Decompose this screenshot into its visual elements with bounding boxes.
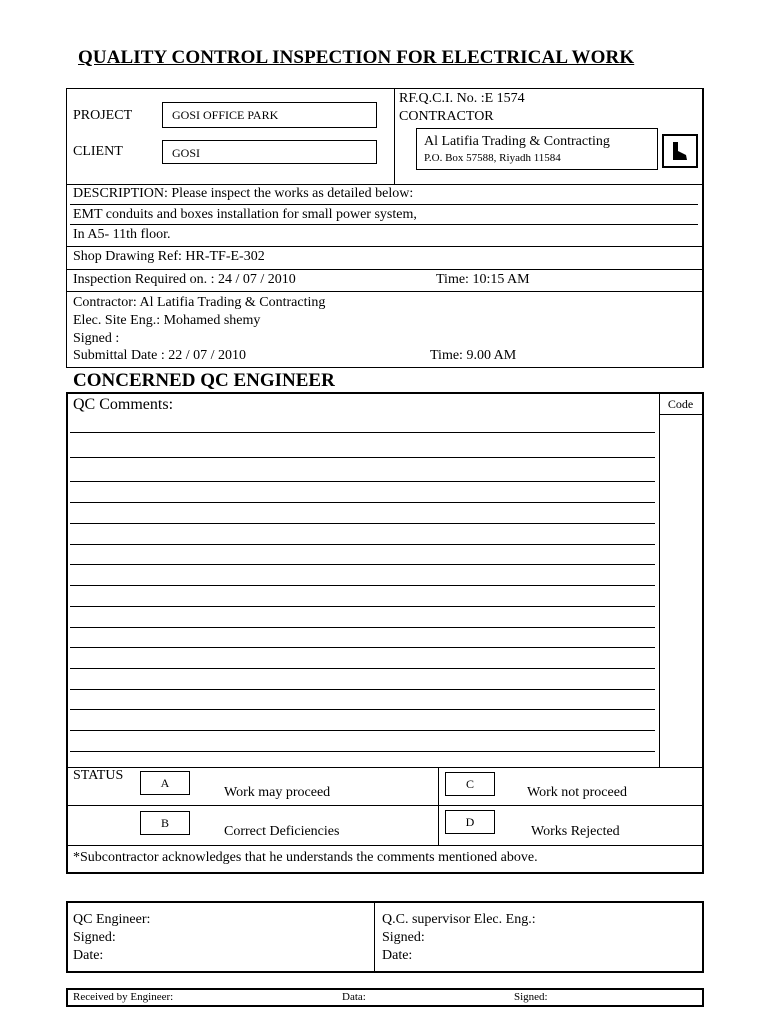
client-label: CLIENT (73, 144, 123, 159)
comment-line[interactable] (70, 647, 655, 648)
supervisor-signed: Signed: (382, 930, 425, 945)
description-line (70, 224, 698, 225)
code-column-divider (659, 392, 660, 767)
page-title: QUALITY CONTROL INSPECTION FOR ELECTRICAL WORK (78, 47, 635, 68)
status-checkbox-c[interactable]: C (445, 772, 495, 796)
status-option-b-text: Correct Deficiencies (224, 824, 340, 839)
status-option-a-text: Work may proceed (224, 785, 331, 800)
company-logo (662, 134, 698, 168)
qc-comments-label: QC Comments: (73, 396, 174, 413)
supervisor-date: Date: (382, 948, 413, 963)
shop-drawing-ref: Shop Drawing Ref: HR-TF-E-302 (73, 249, 265, 264)
inspection-time: Time: 10:15 AM (436, 272, 530, 287)
comment-line[interactable] (70, 523, 655, 524)
qc-engineer-date: Date: (73, 948, 104, 963)
comment-line[interactable] (70, 457, 655, 458)
status-label: STATUS (73, 768, 124, 783)
submittal-time: Time: 9.00 AM (430, 348, 517, 363)
description-line2: In A5- 11th floor. (73, 227, 171, 242)
project-label: PROJECT (73, 108, 133, 123)
comment-line[interactable] (70, 564, 655, 565)
ref-number: RF.Q.C.I. No. :E 1574 (399, 91, 525, 106)
comment-line[interactable] (70, 481, 655, 482)
comment-line[interactable] (70, 751, 655, 752)
submittal-date: Submittal Date : 22 / 07 / 2010 (73, 348, 247, 363)
row-divider (66, 291, 704, 292)
status-middle-divider (438, 767, 439, 845)
header-divider (394, 88, 395, 185)
site-engineer: Elec. Site Eng.: Mohamed shemy (73, 313, 261, 328)
row-divider (66, 246, 704, 247)
footer-data-label: Data: (342, 991, 366, 1003)
status-bottom-divider (66, 845, 704, 846)
status-checkbox-a[interactable]: A (140, 771, 190, 795)
contractor-name: Al Latifia Trading & Contracting (424, 134, 610, 149)
comment-line[interactable] (70, 544, 655, 545)
status-checkbox-d[interactable]: D (445, 810, 495, 834)
status-row-divider (66, 805, 704, 806)
comment-line[interactable] (70, 689, 655, 690)
qc-comments-section (66, 392, 704, 874)
inspection-required: Inspection Required on. : 24 / 07 / 2010 (73, 272, 296, 287)
client-field[interactable]: GOSI (162, 140, 377, 164)
comment-line[interactable] (70, 432, 655, 433)
description-label: DESCRIPTION: Please inspect the works as detailed below: (73, 186, 414, 201)
qc-heading: CONCERNED QC ENGINEER (73, 370, 335, 391)
acknowledgement-text: *Subcontractor acknowledges that he understands the comments mentioned above. (73, 850, 538, 865)
comment-line[interactable] (70, 668, 655, 669)
signatures-divider (374, 901, 375, 973)
footer-signed-label: Signed: (514, 991, 548, 1003)
comment-line[interactable] (70, 730, 655, 731)
description-line1: EMT conduits and boxes installation for small power system, (73, 207, 417, 222)
status-option-d-text: Works Rejected (531, 824, 620, 839)
supervisor-label: Q.C. supervisor Elec. Eng.: (382, 912, 536, 927)
qc-engineer-signed: Signed: (73, 930, 116, 945)
contractor-signed: Signed : (73, 331, 120, 346)
row-divider (66, 269, 704, 270)
status-checkbox-b[interactable]: B (140, 811, 190, 835)
comment-line[interactable] (70, 585, 655, 586)
comment-line[interactable] (70, 709, 655, 710)
logo-icon (664, 136, 696, 166)
contractor-label: CONTRACTOR (399, 109, 494, 124)
comment-line[interactable] (70, 627, 655, 628)
received-by-label: Received by Engineer: (73, 991, 174, 1003)
status-top-divider (66, 767, 704, 768)
comment-line[interactable] (70, 502, 655, 503)
code-header: Code (659, 393, 702, 415)
project-field[interactable]: GOSI OFFICE PARK (162, 102, 377, 128)
comment-line[interactable] (70, 606, 655, 607)
contractor-line: Contractor: Al Latifia Trading & Contracting (73, 295, 326, 310)
qc-engineer-label: QC Engineer: (73, 912, 151, 927)
description-line (70, 204, 698, 205)
status-option-c-text: Work not proceed (527, 785, 627, 800)
contractor-address: P.O. Box 57588, Riyadh 11584 (424, 152, 561, 164)
